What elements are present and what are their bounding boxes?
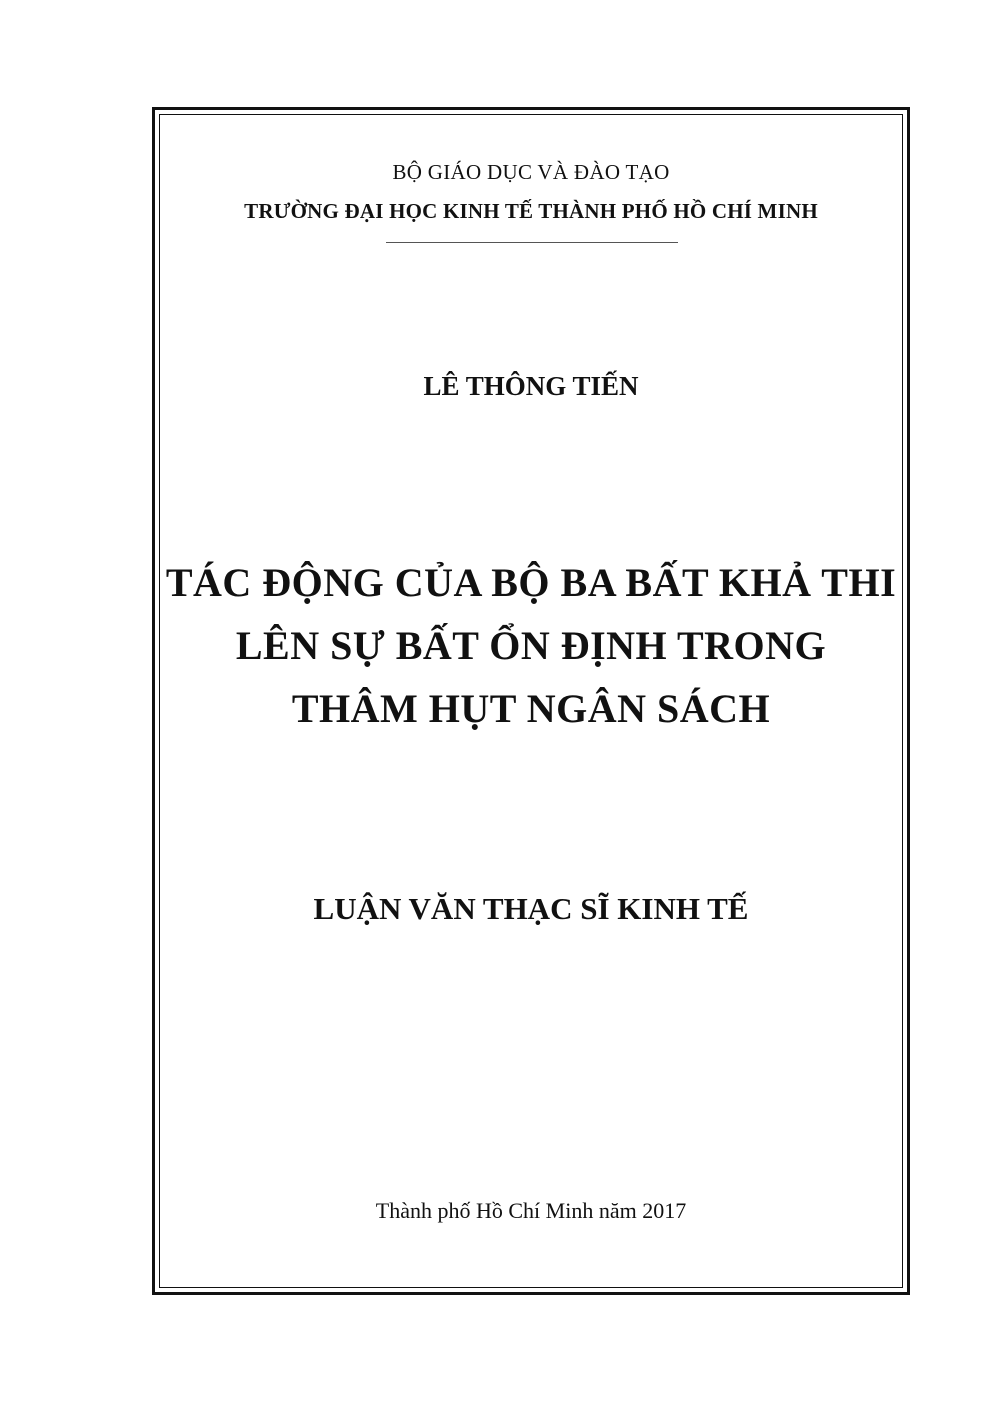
university-name: TRƯỜNG ĐẠI HỌC KINH TẾ THÀNH PHỐ HỒ CHÍ MINH [244,199,818,223]
thesis-title-line-3: THÂM HỤT NGÂN SÁCH [291,686,771,731]
author-name: LÊ THÔNG TIẾN [423,371,639,401]
thesis-title-line-1: TÁC ĐỘNG CỦA BỘ BA BẤT KHẢ THI [165,560,897,605]
thesis-title-line-2: LÊN SỰ BẤT ỔN ĐỊNH TRONG [235,623,827,668]
degree-type: LUẬN VĂN THẠC SĨ KINH TẾ [313,891,749,926]
place-and-year: Thành phố Hồ Chí Minh năm 2017 [375,1198,687,1223]
header-divider [386,242,678,243]
thesis-title [159,551,903,740]
ministry-name: BỘ GIÁO DỤC VÀ ĐÀO TẠO [392,160,670,184]
